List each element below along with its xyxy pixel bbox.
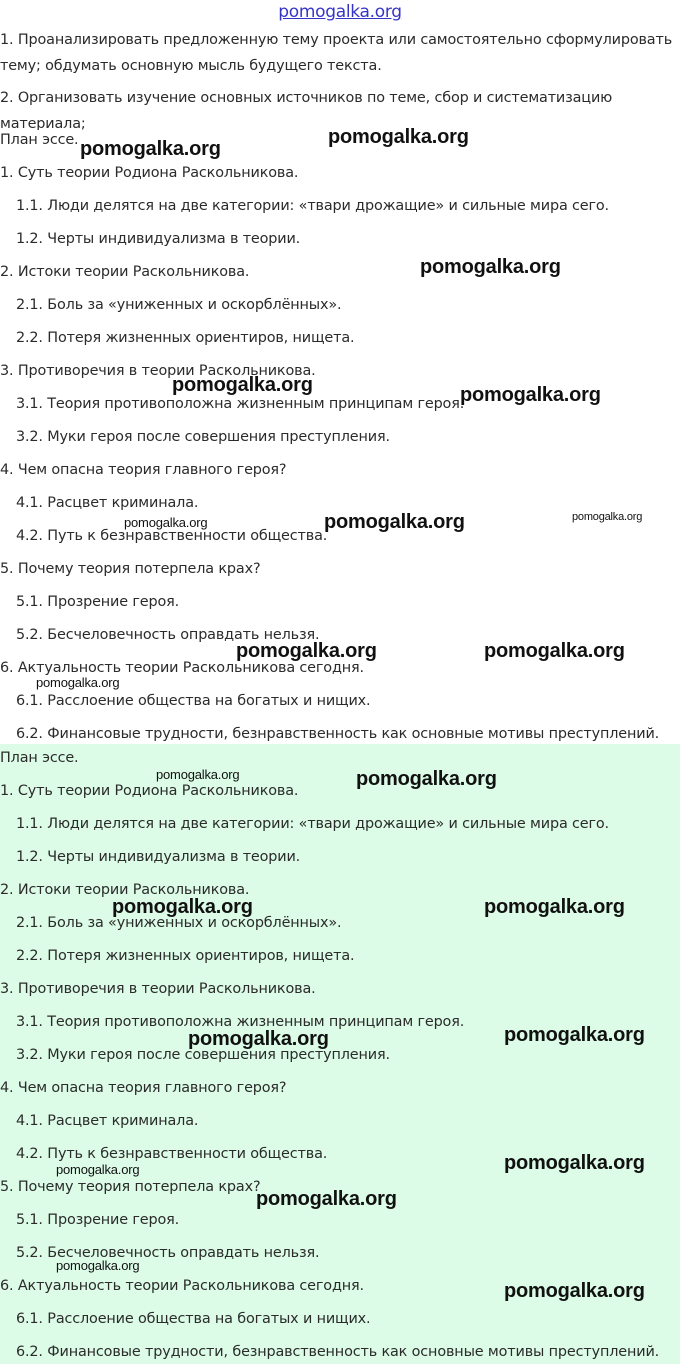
watermark-text: pomogalka.org	[572, 511, 643, 523]
plan-item: 6. Актуальность теории Раскольникова сегодня.	[0, 1278, 364, 1294]
plan-subitem: 4.1. Расцвет криминала.	[16, 1113, 199, 1129]
plan-item: 1. Суть теории Родиона Раскольникова.	[0, 165, 299, 181]
plan-subitem: 5.2. Бесчеловечность оправдать нельзя.	[16, 1245, 320, 1261]
plan-item: 1. Суть теории Родиона Раскольникова.	[0, 783, 299, 799]
watermark-text: pomogalka.org	[56, 1162, 140, 1177]
plan-item: 2. Истоки теории Раскольникова.	[0, 882, 250, 898]
watermark-text: pomogalka.org	[356, 768, 497, 790]
plan-subitem: 6.2. Финансовые трудности, безнравственность как основные мотивы преступлений.	[16, 1344, 660, 1360]
watermark-text: pomogalka.org	[324, 511, 465, 533]
watermark-text: pomogalka.org	[484, 896, 625, 918]
plan-subitem: 1.2. Черты индивидуализма в теории.	[16, 849, 301, 865]
watermark-text: pomogalka.org	[156, 767, 240, 782]
plan-subitem: 2.2. Потеря жизненных ориентиров, нищета.	[16, 330, 355, 346]
intro-paragraph-2: 2. Организовать изучение основных источников по теме, сбор и систематизацию материала;	[0, 90, 613, 130]
plan-item: 5. Почему теория потерпела крах?	[0, 561, 261, 577]
watermark-text: pomogalka.org	[504, 1024, 645, 1046]
plan-subitem: 4.1. Расцвет криминала.	[16, 495, 199, 511]
plan-subitem: 2.1. Боль за «униженных и оскорблённых».	[16, 297, 342, 313]
watermark-text: pomogalka.org	[256, 1188, 397, 1210]
plan-item: 6. Актуальность теории Раскольникова сегодня.	[0, 660, 364, 676]
watermark-text: pomogalka.org	[124, 515, 208, 530]
plan-subitem: 5.1. Прозрение героя.	[16, 594, 180, 610]
watermark-text: pomogalka.org	[460, 384, 601, 406]
watermark-text: pomogalka.org	[172, 374, 313, 396]
watermark-text: pomogalka.org	[36, 675, 120, 690]
plan-subitem: 2.1. Боль за «униженных и оскорблённых».	[16, 915, 342, 931]
plan-item: 3. Противоречия в теории Раскольникова.	[0, 363, 316, 379]
plan-subitem: 6.1. Расслоение общества на богатых и нищих.	[16, 1311, 371, 1327]
watermark-text: pomogalka.org	[236, 640, 377, 662]
plan-subitem: 6.2. Финансовые трудности, безнравственность как основные мотивы преступлений.	[16, 726, 660, 742]
plan-subitem: 5.1. Прозрение героя.	[16, 1212, 180, 1228]
plan-subitem: 3.1. Теория противоположна жизненным принципам героя.	[16, 1014, 465, 1030]
plan-item: 4. Чем опасна теория главного героя?	[0, 1080, 287, 1096]
watermark-text: pomogalka.org	[504, 1280, 645, 1302]
plan-item: 3. Противоречия в теории Раскольникова.	[0, 981, 316, 997]
plan-item: 5. Почему теория потерпела крах?	[0, 1179, 261, 1195]
plan-subitem: 1.1. Люди делятся на две категории: «твари дрожащие» и сильные мира сего.	[16, 816, 609, 832]
plan-subitem: 3.1. Теория противоположна жизненным принципам героя.	[16, 396, 465, 412]
watermark-text: pomogalka.org	[56, 1258, 140, 1273]
plan-subitem: 3.2. Муки героя после совершения преступления.	[16, 429, 390, 445]
plan-subitem: 1.1. Люди делятся на две категории: «твари дрожащие» и сильные мира сего.	[16, 198, 609, 214]
watermark-text: pomogalka.org	[112, 896, 253, 918]
plan-subitem: 3.2. Муки героя после совершения преступления.	[16, 1047, 390, 1063]
plan-subitem: 4.2. Путь к безнравственности общества.	[16, 1146, 328, 1162]
watermark-text: pomogalka.org	[420, 256, 561, 278]
watermark-text: pomogalka.org	[80, 138, 221, 160]
watermark-text: pomogalka.org	[188, 1028, 329, 1050]
plan-subitem: 5.2. Бесчеловечность оправдать нельзя.	[16, 627, 320, 643]
watermark-text: pomogalka.org	[504, 1152, 645, 1174]
intro-paragraph-1: 1. Проанализировать предложенную тему проекта или самостоятельно сформулировать тему; обдумать основную мысль будущего текста.	[0, 32, 673, 74]
plan-title: План эссе.	[0, 750, 79, 766]
intro-text	[0, 27, 680, 130]
plan-subitem: 4.2. Путь к безнравственности общества.	[16, 528, 328, 544]
site-link[interactable]: pomogalka.org	[278, 2, 402, 22]
plan-subitem: 6.1. Расслоение общества на богатых и нищих.	[16, 693, 371, 709]
plan-title: План эссе.	[0, 132, 79, 148]
watermark-text: pomogalka.org	[484, 640, 625, 662]
plan-item: 2. Истоки теории Раскольникова.	[0, 264, 250, 280]
plan-item: 4. Чем опасна теория главного героя?	[0, 462, 287, 478]
plan-subitem: 1.2. Черты индивидуализма в теории.	[16, 231, 301, 247]
plan-subitem: 2.2. Потеря жизненных ориентиров, нищета.	[16, 948, 355, 964]
watermark-text: pomogalka.org	[328, 126, 469, 148]
